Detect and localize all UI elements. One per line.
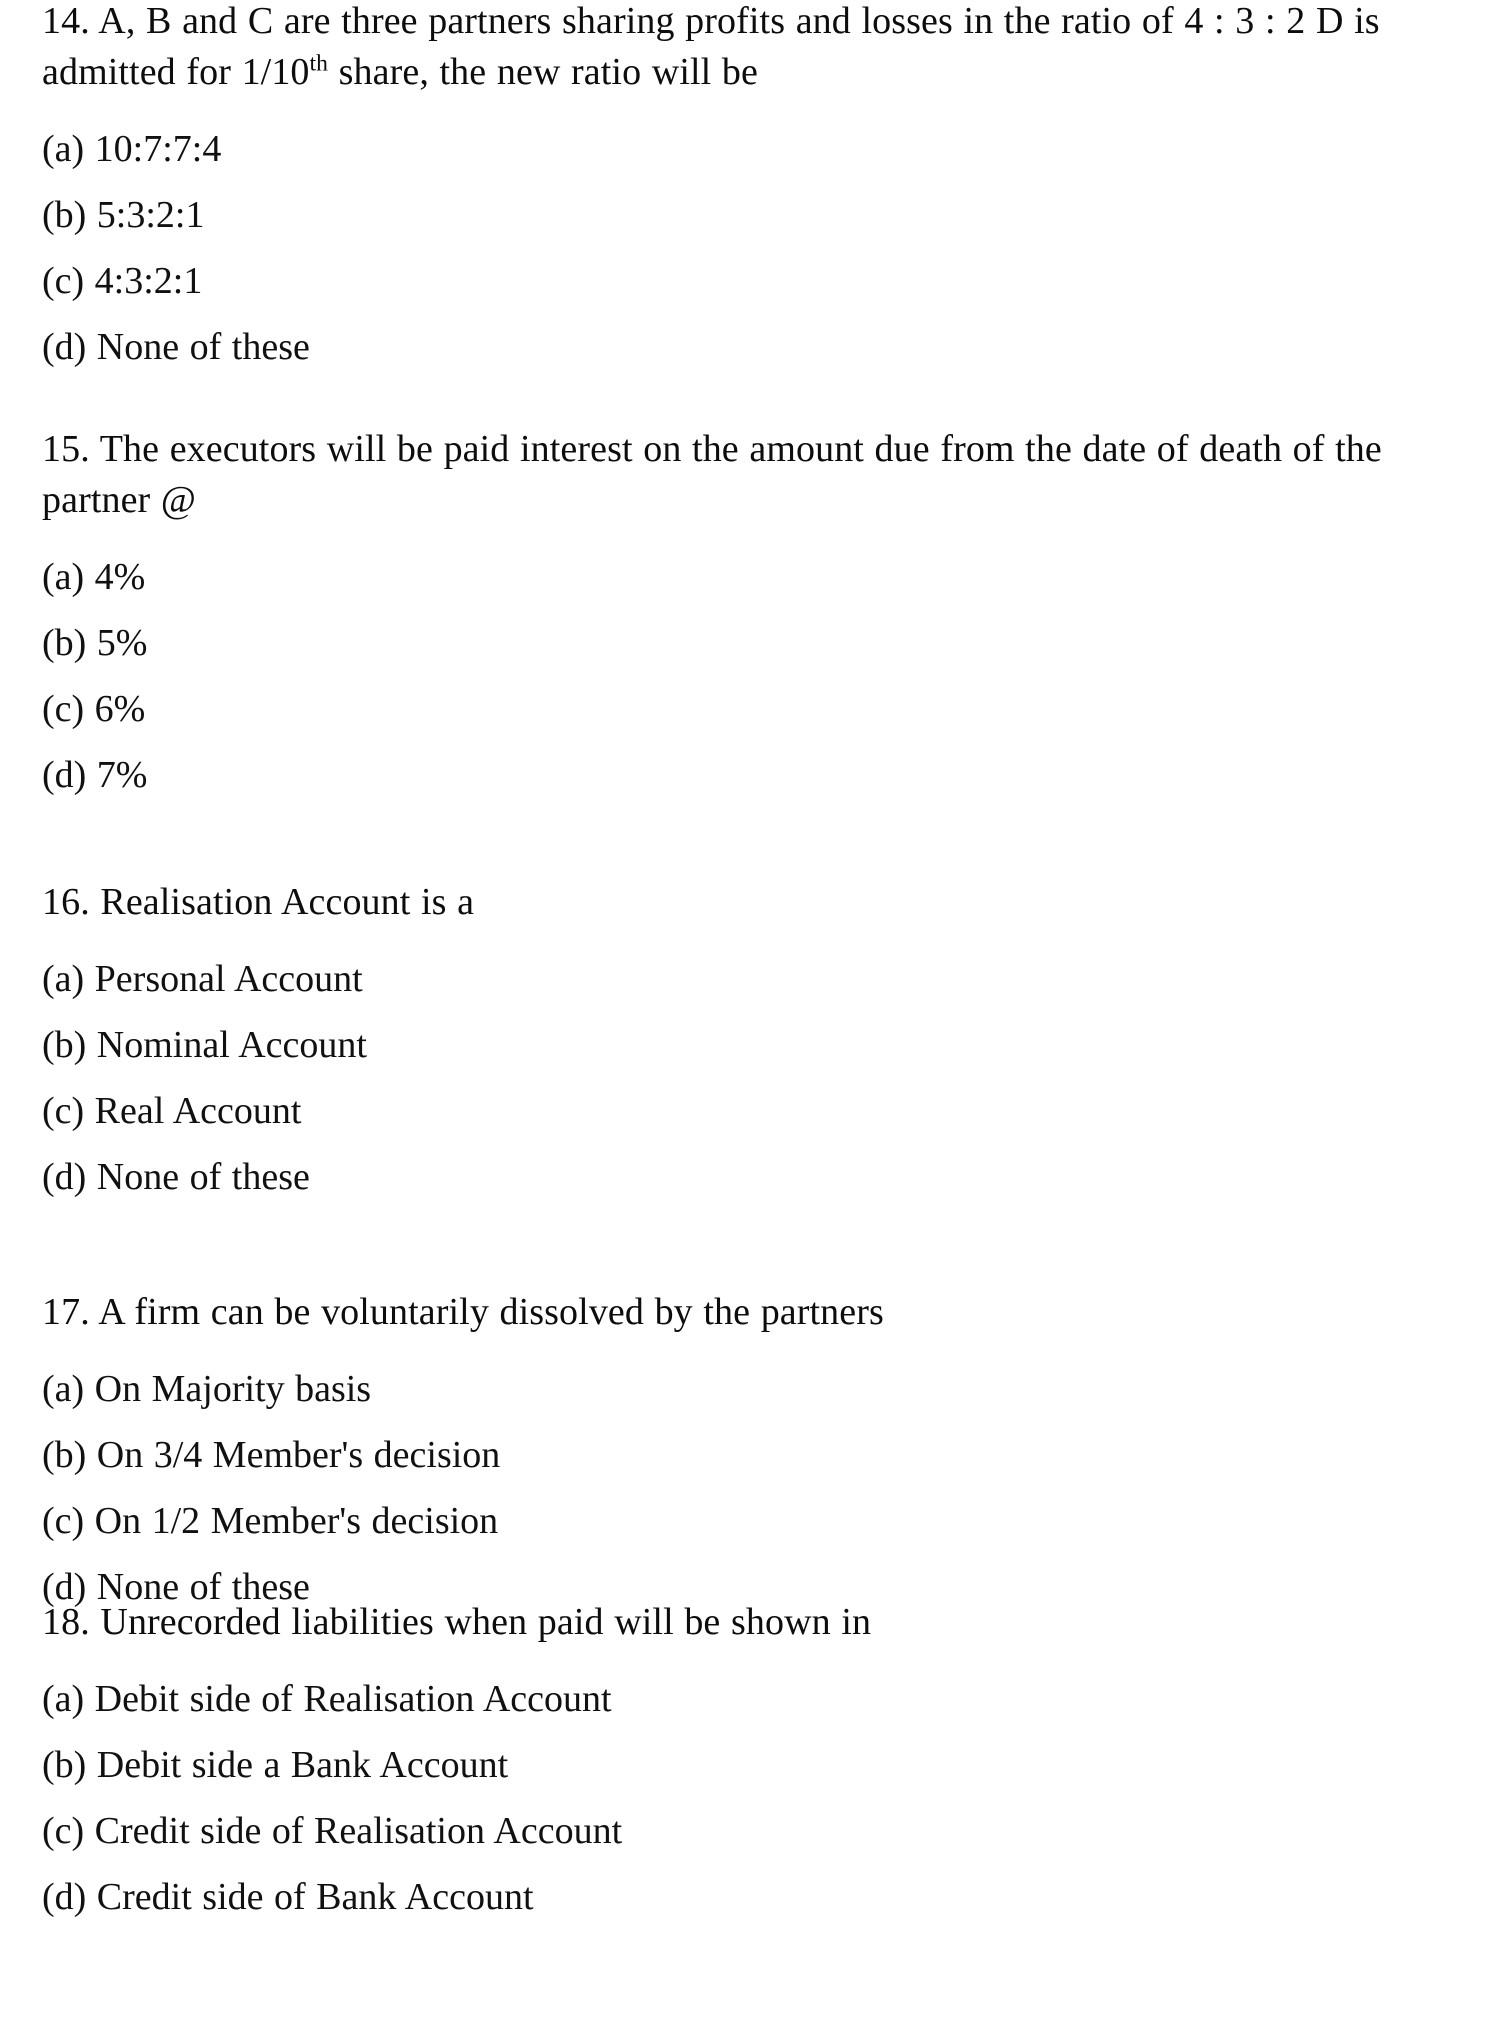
question-stem-16: 16. Realisation Account is a <box>42 881 475 923</box>
option-17-d: (d) None of these <box>42 1566 310 1608</box>
question-stem-14-superscript: th <box>309 50 329 77</box>
option-16-a: (a) Personal Account <box>42 958 363 1000</box>
question-stem-14 <box>42 0 1422 98</box>
option-list-18 <box>42 1673 1422 1923</box>
option-list-16 <box>42 953 1422 1203</box>
option-18-d: (d) Credit side of Bank Account <box>42 1876 534 1918</box>
question-block-18 <box>42 1597 1422 1923</box>
question-stem-14-part2: share, the new ratio will be <box>328 51 758 93</box>
question-block-14 <box>42 0 1422 373</box>
option-17-a: (a) On Majority basis <box>42 1368 372 1410</box>
question-block-17 <box>42 1287 1422 1613</box>
option-15-d: (d) 7% <box>42 754 148 796</box>
option-18-c: (c) Credit side of Realisation Account <box>42 1810 623 1852</box>
option-16-d: (d) None of these <box>42 1156 310 1198</box>
option-15-c: (c) 6% <box>42 688 146 730</box>
option-18-a: (a) Debit side of Realisation Account <box>42 1678 612 1720</box>
question-block-15 <box>42 424 1422 801</box>
option-17-c: (c) On 1/2 Member's decision <box>42 1500 499 1542</box>
question-block-16 <box>42 877 1422 1203</box>
option-14-a: (a) 10:7:7:4 <box>42 128 222 170</box>
option-17-b: (b) On 3/4 Member's decision <box>42 1434 501 1476</box>
option-15-b: (b) 5% <box>42 622 148 664</box>
option-14-c: (c) 4:3:2:1 <box>42 260 203 302</box>
question-stem-18: 18. Unrecorded liabilities when paid will be shown in <box>42 1601 872 1643</box>
question-stem-15: 15. The executors will be paid interest on the amount due from the date of death of the partner @ <box>42 428 1382 521</box>
option-list-15 <box>42 551 1422 801</box>
option-14-d: (d) None of these <box>42 326 310 368</box>
question-stem-17: 17. A firm can be voluntarily dissolved by the partners <box>42 1291 884 1333</box>
option-14-b: (b) 5:3:2:1 <box>42 194 205 236</box>
question-stem-14-part1: 14. A, B and C are three partners sharing profits and losses in the ratio of 4 : 3 : 2 D is admitted for 1/10 <box>42 0 1380 93</box>
option-18-b: (b) Debit side a Bank Account <box>42 1744 509 1786</box>
option-16-b: (b) Nominal Account <box>42 1024 367 1066</box>
option-16-c: (c) Real Account <box>42 1090 302 1132</box>
option-list-14 <box>42 123 1422 373</box>
option-list-17 <box>42 1363 1422 1613</box>
option-15-a: (a) 4% <box>42 556 146 598</box>
